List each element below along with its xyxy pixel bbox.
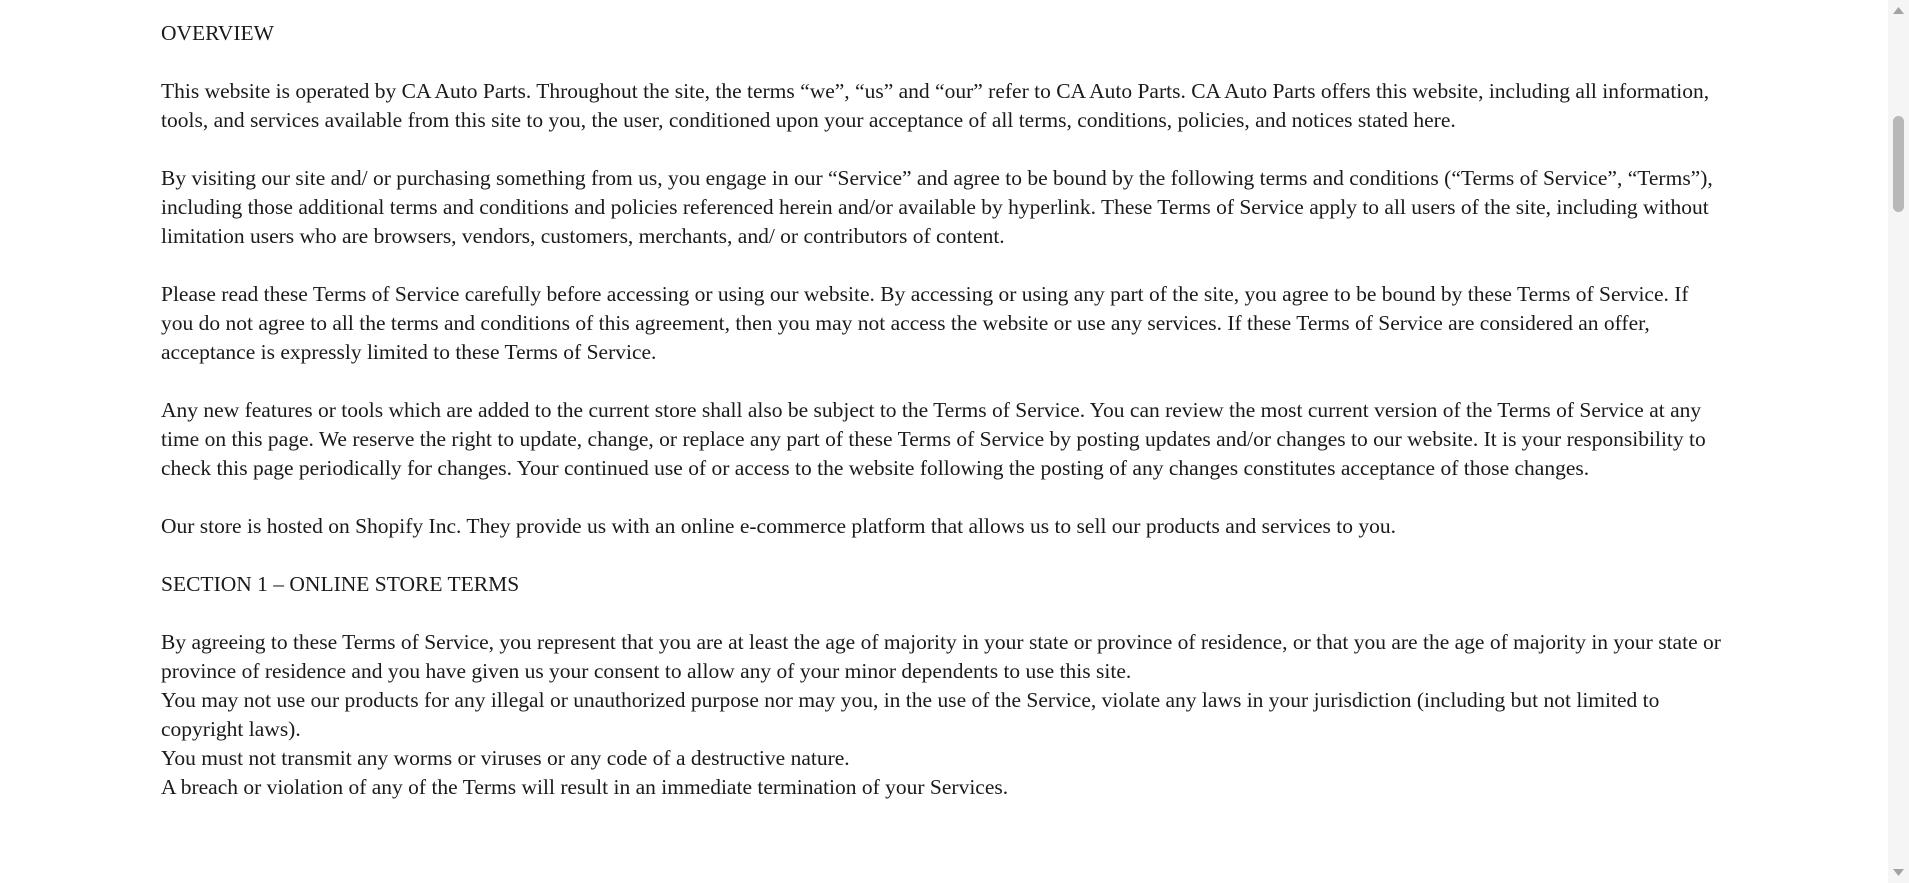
section1-paragraph-4: A breach or violation of any of the Terms will result in an immediate termination of your Services. — [161, 775, 1009, 799]
overview-paragraph-3: Please read these Terms of Service carefully before accessing or using our website. By accessing or using any part of the site, you agree to be bound by these Terms of Service. If you do not agree to all the terms and conditions of this agreement, then you may not access the website or use any services. If these Terms of Service are considered an offer, acceptance is expressly limited to these Terms of Service. — [161, 282, 1689, 364]
vertical-scrollbar[interactable] — [1888, 0, 1909, 883]
overview-paragraph-4: Any new features or tools which are added to the current store shall also be subject to the Terms of Service. You can review the most current version of the Terms of Service at any time on this page. We reserve the right to update, change, or replace any part of these Terms of Service by posting updates and/or changes to our website. It is your responsibility to check this page periodically for changes. Your continued use of or access to the website following the posting of any changes constitutes acceptance of those changes. — [161, 398, 1706, 480]
overview-paragraph-5: Our store is hosted on Shopify Inc. They provide us with an online e-commerce platform that allows us to sell our products and services to you. — [161, 514, 1397, 538]
scroll-up-icon[interactable] — [1888, 2, 1909, 19]
section1-paragraph-2: You may not use our products for any illegal or unauthorized purpose nor may you, in the use of the Service, violate any laws in your jurisdiction (including but not limited to copyright laws). — [161, 688, 1660, 741]
section1-heading: SECTION 1 – ONLINE STORE TERMS — [161, 572, 520, 596]
overview-paragraph-2: By visiting our site and/ or purchasing something from us, you engage in our “Service” and agree to be bound by the following terms and conditions (“Terms of Service”, “Terms”), including those additional terms and conditions and policies referenced herein and/or available by hyperlink. These Terms of Service apply to all users of the site, including without limitation users who are browsers, vendors, customers, merchants, and/ or contributors of content. — [161, 166, 1713, 248]
overview-paragraph-1: This website is operated by CA Auto Parts. Throughout the site, the terms “we”, “us” and “our” refer to CA Auto Parts. CA Auto Parts offers this website, including all information, tools, and services available from this site to you, the user, conditioned upon your acceptance of all terms, conditions, policies, and notices stated here. — [161, 79, 1710, 132]
scroll-down-icon[interactable] — [1888, 864, 1909, 881]
overview-heading: OVERVIEW — [161, 21, 274, 45]
section1-paragraph-3: You must not transmit any worms or viruses or any code of a destructive nature. — [161, 746, 850, 770]
terms-document — [161, 19, 1721, 802]
section1-paragraph-1: By agreeing to these Terms of Service, you represent that you are at least the age of majority in your state or province of residence, or that you are the age of majority in your state or province of residence and you have given us your consent to allow any of your minor dependents to use this site. — [161, 630, 1721, 683]
scrollbar-thumb[interactable] — [1893, 116, 1904, 212]
